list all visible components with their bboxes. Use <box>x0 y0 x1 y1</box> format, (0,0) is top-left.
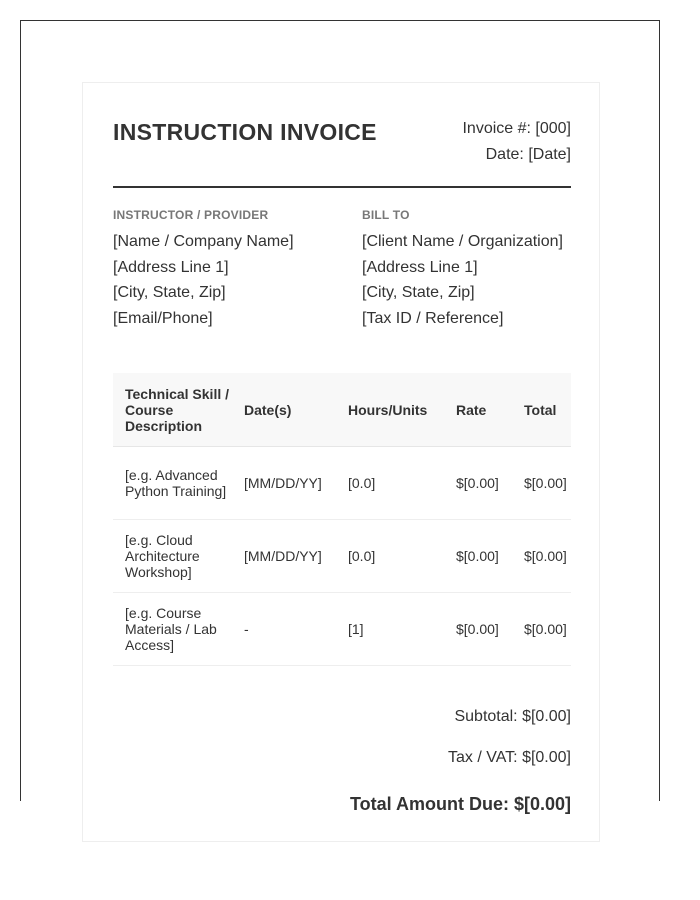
column-header-total: Total <box>516 373 571 447</box>
bill-to-block <box>362 208 592 332</box>
cell-rate: $[0.00] <box>450 447 516 520</box>
cell-dates: - <box>244 593 346 666</box>
cell-description: [e.g. Cloud Architecture Workshop] <box>113 520 244 593</box>
client-tax-id: [Tax ID / Reference] <box>362 310 504 328</box>
table-row <box>113 520 571 593</box>
tax-line: Tax / VAT: $[0.00] <box>447 749 571 766</box>
provider-contact: [Email/Phone] <box>113 310 213 328</box>
cell-total: $[0.00] <box>516 593 571 666</box>
table-row <box>113 447 571 520</box>
cell-total: $[0.00] <box>516 520 571 593</box>
total-due-line: Total Amount Due: $[0.00] <box>349 794 571 814</box>
provider-block <box>113 208 343 332</box>
cell-total: $[0.00] <box>516 447 571 520</box>
column-header-hours: Hours/Units <box>346 373 450 447</box>
invoice-date: Date: [Date] <box>485 146 571 163</box>
client-address: [Address Line 1] <box>362 258 478 276</box>
cell-dates: [MM/DD/YY] <box>244 520 346 593</box>
client-city: [City, State, Zip] <box>362 284 475 302</box>
provider-label: INSTRUCTOR / PROVIDER <box>113 208 269 222</box>
column-header-dates: Date(s) <box>244 373 346 447</box>
line-items-table <box>113 373 571 666</box>
cell-rate: $[0.00] <box>450 593 516 666</box>
page-frame <box>20 20 660 814</box>
column-header-description: Technical Skill / Course Description <box>113 373 244 447</box>
subtotal-line: Subtotal: $[0.00] <box>454 708 571 725</box>
invoice-title: INSTRUCTION INVOICE <box>113 119 377 145</box>
cell-hours: [0.0] <box>346 447 450 520</box>
column-header-rate: Rate <box>450 373 516 447</box>
client-name: [Client Name / Organization] <box>362 233 563 250</box>
table-header-row <box>113 373 571 447</box>
provider-city: [City, State, Zip] <box>113 284 226 302</box>
invoice-sheet <box>82 82 600 842</box>
cell-hours: [0.0] <box>346 520 450 593</box>
invoice-number: Invoice #: [000] <box>462 120 571 137</box>
provider-address: [Address Line 1] <box>113 258 229 276</box>
invoice-meta <box>462 116 571 168</box>
invoice-header <box>113 83 571 188</box>
provider-name: [Name / Company Name] <box>113 233 294 250</box>
bill-to-label: BILL TO <box>362 208 410 222</box>
cell-description: [e.g. Advanced Python Training] <box>113 447 244 520</box>
table-row <box>113 593 571 666</box>
cell-hours: [1] <box>346 593 450 666</box>
cell-rate: $[0.00] <box>450 520 516 593</box>
cell-dates: [MM/DD/YY] <box>244 447 346 520</box>
cell-description: [e.g. Course Materials / Lab Access] <box>113 593 244 666</box>
